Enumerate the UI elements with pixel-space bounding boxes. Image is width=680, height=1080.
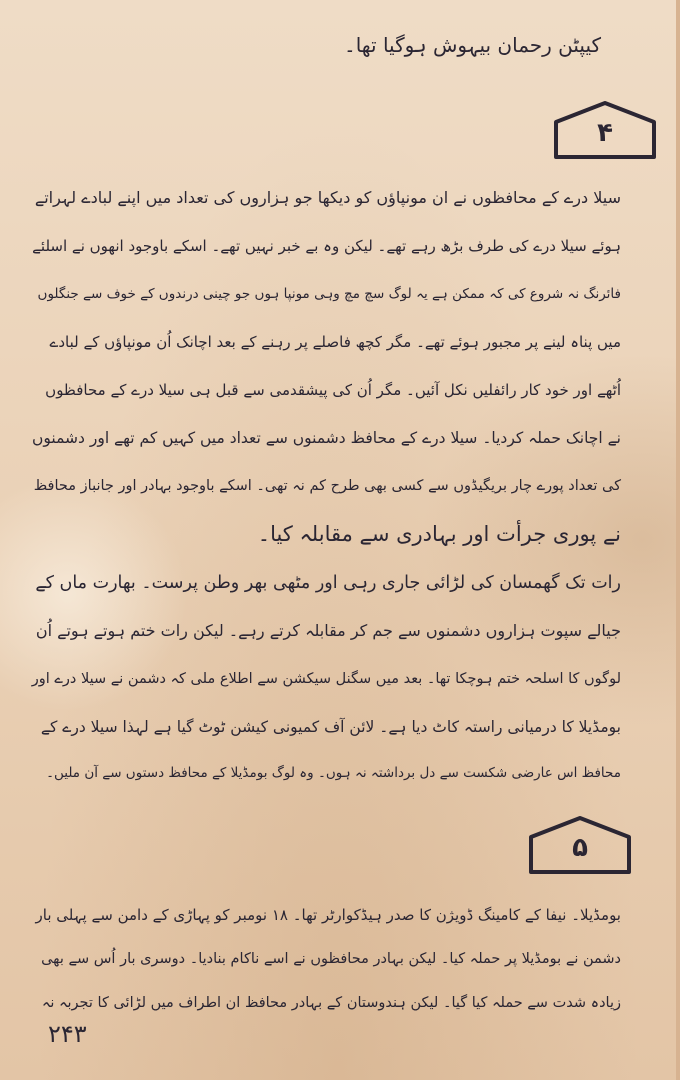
text-line: سیلا درے کے محافظوں نے ان مونپاؤں کو دیکھا جو ہزاروں کی تعداد میں اپنے لبادے لہراتے	[34, 188, 621, 207]
text-line: لوگوں کا اسلحہ ختم ہوچکا تھا۔ بعد میں سگنل سیکشن سے اطلاع ملی کہ دشمن نے سیلا درے اور	[31, 671, 621, 687]
page-number: ۲۴۳	[48, 1020, 87, 1048]
chapter-marker-4	[553, 100, 657, 160]
text-line: جیالے سپوت ہزاروں دشمنوں سے جم کر مقابلہ کرتے رہے۔ لیکن رات ختم ہوتے ہوتے اُن	[35, 621, 621, 640]
text-line: میں پناہ لینے پر مجبور ہوئے تھے۔ مگر کچھ فاصلے پر رہنے کے بعد اچانک اُن مونپاؤں کے لبادے	[49, 333, 621, 351]
chapter-number: ۵	[572, 833, 588, 863]
text-line: فائرنگ نہ شروع کی کہ ممکن ہے یہ لوگ سچ مچ وہی مونپا ہوں جو چینی درندوں کے خوف سے جنگلوں	[37, 286, 621, 302]
text-line: اُٹھے اور خود کار رائفلیں نکل آئیں۔ مگر اُن کی پیشقدمی سے قبل ہی سیلا درے کے محافظوں	[45, 381, 621, 399]
text-line: ہوئے سیلا درے کی طرف بڑھ رہے تھے۔ لیکن وہ بے خبر نہیں تھے۔ اسکے باوجود انھوں نے اسلئے	[32, 237, 621, 255]
text-line: دشمن نے بومڈیلا پر حملہ کیا۔ لیکن بہادر محافظوں نے اسے ناکام بنادیا۔ دوسری بار اُس سے بھی	[41, 951, 621, 967]
text-line: رات تک گھمسان کی لڑائی جاری رہی اور مٹھی بھر وطن پرست۔ بھارت ماں کے	[35, 573, 621, 593]
text-line: محافظ اس عارضی شکست سے دل برداشتہ نہ ہوں۔ وہ لوگ بومڈیلا کے محافظ دستوں سے آن ملیں۔	[46, 765, 621, 781]
text-line: کی تعداد پورے چار بریگیڈوں سے کسی بھی طرح کم نہ تھی۔ اسکے باوجود بہادر اور جانباز محافظ	[33, 478, 621, 494]
text-line: بومڈیلا کا درمیانی راستہ کاٹ دیا ہے۔ لائن آف کمیونی کیشن ٹوٹ گیا ہے لہذا سیلا درے کے	[40, 718, 621, 736]
text-line: بومڈیلا۔ نیفا کے کامینگ ڈویژن کا صدر ہیڈکوارٹر تھا۔ ۱۸ نومبر کو پہاڑی کے دامن سے پہلی بار	[35, 906, 621, 924]
running-header: کیپٹن رحمان بیہوش ہوگیا تھا۔	[343, 33, 601, 57]
text-line: نے اچانک حملہ کردیا۔ سیلا درے کے محافظ دشمنوں سے تعداد میں کہیں کم تھے اور دشمنوں	[32, 429, 621, 447]
text-line: نے پوری جرأت اور بہادری سے مقابلہ کیا۔	[257, 522, 621, 546]
chapter-number: ۴	[597, 118, 613, 148]
chapter-marker-5	[528, 815, 632, 875]
text-line: زیادہ شدت سے حملہ کیا گیا۔ لیکن ہندوستان کے بہادر محافظ ان اطراف میں لڑائی کا تجربہ نہ	[41, 995, 621, 1011]
